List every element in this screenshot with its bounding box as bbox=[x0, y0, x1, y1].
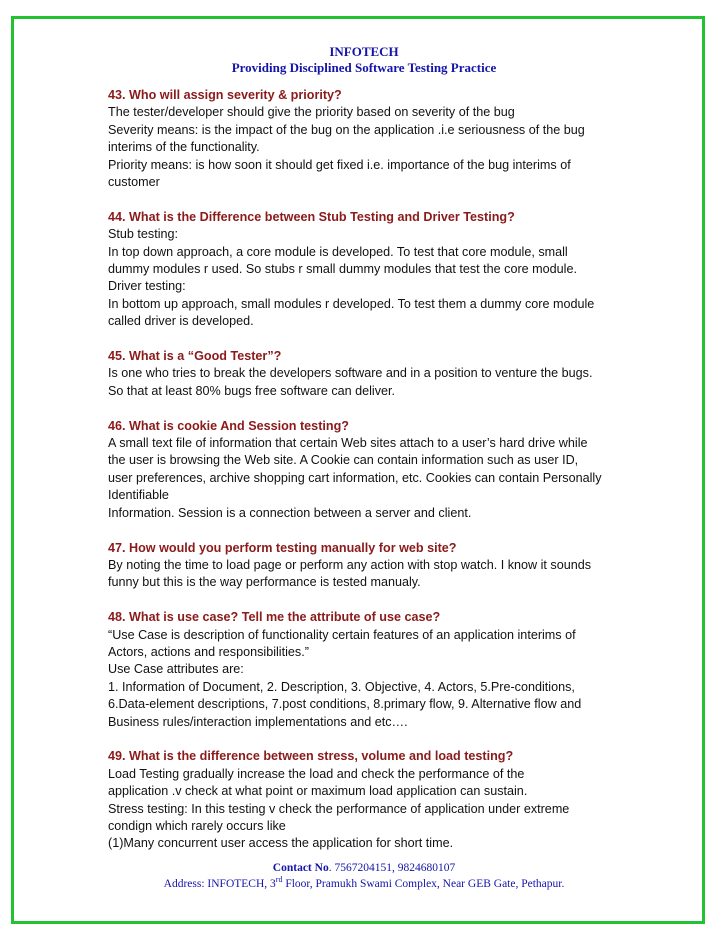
answer-line: application .v check at what point or maximum load application can sustain. bbox=[108, 784, 528, 799]
qa-section bbox=[108, 418, 628, 522]
page-footer bbox=[0, 860, 728, 892]
answer-line: the user is browsing the Web site. A Cookie can contain information such as user ID, bbox=[108, 453, 579, 468]
question-heading: 44. What is the Difference between Stub Testing and Driver Testing? bbox=[108, 209, 515, 224]
answer-line: “Use Case is description of functionality certain features of an application interims of bbox=[108, 627, 576, 642]
answer-line: Priority means: is how soon it should get fixed i.e. importance of the bug interims of bbox=[108, 157, 571, 172]
answer-line: In top down approach, a core module is developed. To test that core module, small bbox=[108, 244, 568, 259]
answer-line: user preferences, archive shopping cart information, etc. Cookies can contain Personally bbox=[108, 470, 602, 485]
answer-line: In bottom up approach, small modules r developed. To test them a dummy core module bbox=[108, 296, 595, 311]
answer-line: By noting the time to load page or perform any action with stop watch. I know it sounds bbox=[108, 557, 592, 572]
qa-section bbox=[108, 209, 628, 331]
qa-section bbox=[108, 87, 628, 191]
answer-line: 6.Data-element descriptions, 7.post conditions, 8.primary flow, 9. Alternative flow and bbox=[108, 697, 582, 712]
answer-line: interims of the functionality. bbox=[108, 140, 260, 155]
answer-line: Use Case attributes are: bbox=[108, 662, 244, 677]
footer-contact bbox=[0, 860, 728, 876]
answer-line: customer bbox=[108, 175, 160, 190]
qa-section bbox=[108, 748, 628, 852]
question-heading: 48. What is use case? Tell me the attribute of use case? bbox=[108, 610, 441, 625]
address-sup: rd bbox=[275, 875, 283, 885]
answer-line: Stub testing: bbox=[108, 227, 179, 242]
question-heading: 43. Who will assign severity & priority? bbox=[108, 88, 342, 102]
address-suffix: Floor, Pramukh Swami Complex, Near GEB Gate, Pethapur. bbox=[282, 878, 565, 890]
answer-line: 1. Information of Document, 2. Description, 3. Objective, 4. Actors, 5.Pre-conditions, bbox=[108, 679, 575, 694]
answer-line: Stress testing: In this testing v check the performance of application under extreme bbox=[108, 801, 570, 816]
question-heading: 46. What is cookie And Session testing? bbox=[108, 418, 349, 433]
question-heading: 47. How would you perform testing manually for web site? bbox=[108, 540, 457, 555]
answer-line: Is one who tries to break the developers software and in a position to venture the bugs. bbox=[108, 366, 593, 381]
answer-line: funny but this is the way performance is tested manualy. bbox=[108, 575, 421, 590]
page-header bbox=[0, 44, 728, 76]
answer-line: (1)Many concurrent user access the application for short time. bbox=[108, 836, 454, 851]
question-heading: 49. What is the difference between stress, volume and load testing? bbox=[108, 749, 514, 764]
address-prefix: Address: INFOTECH, 3 bbox=[163, 878, 276, 890]
qa-section bbox=[108, 540, 628, 592]
document-body bbox=[108, 87, 628, 870]
footer-address bbox=[0, 876, 728, 892]
answer-line: Business rules/interaction implementations and etc…. bbox=[108, 714, 408, 729]
answer-line: A small text file of information that certain Web sites attach to a user’s hard drive while bbox=[108, 436, 588, 451]
answer-line: Identifiable bbox=[108, 488, 169, 503]
answer-line: called driver is developed. bbox=[108, 314, 254, 329]
answer-line: Load Testing gradually increase the load and check the performance of the bbox=[108, 766, 525, 781]
header-title: INFOTECH bbox=[329, 44, 399, 59]
answer-line: Actors, actions and responsibilities.” bbox=[108, 644, 309, 659]
answer-line: The tester/developer should give the priority based on severity of the bug bbox=[108, 105, 515, 120]
answer-line: condign which rarely occurs like bbox=[108, 818, 286, 833]
answer-line: So that at least 80% bugs free software can deliver. bbox=[108, 383, 396, 398]
answer-line: Information. Session is a connection between a server and client. bbox=[108, 505, 472, 520]
qa-section bbox=[108, 609, 628, 731]
question-heading: 45. What is a “Good Tester”? bbox=[108, 349, 282, 364]
answer-line: Severity means: is the impact of the bug on the application .i.e seriousness of the bug bbox=[108, 122, 585, 137]
qa-section bbox=[108, 348, 628, 400]
header-subtitle: Providing Disciplined Software Testing Practice bbox=[231, 60, 497, 75]
contact-label: Contact No bbox=[272, 862, 329, 874]
contact-value: . 7567204151, 9824680107 bbox=[328, 862, 456, 874]
answer-line: dummy modules r used. So stubs r small dummy modules that test the core module. bbox=[108, 262, 577, 277]
answer-line: Driver testing: bbox=[108, 279, 186, 294]
